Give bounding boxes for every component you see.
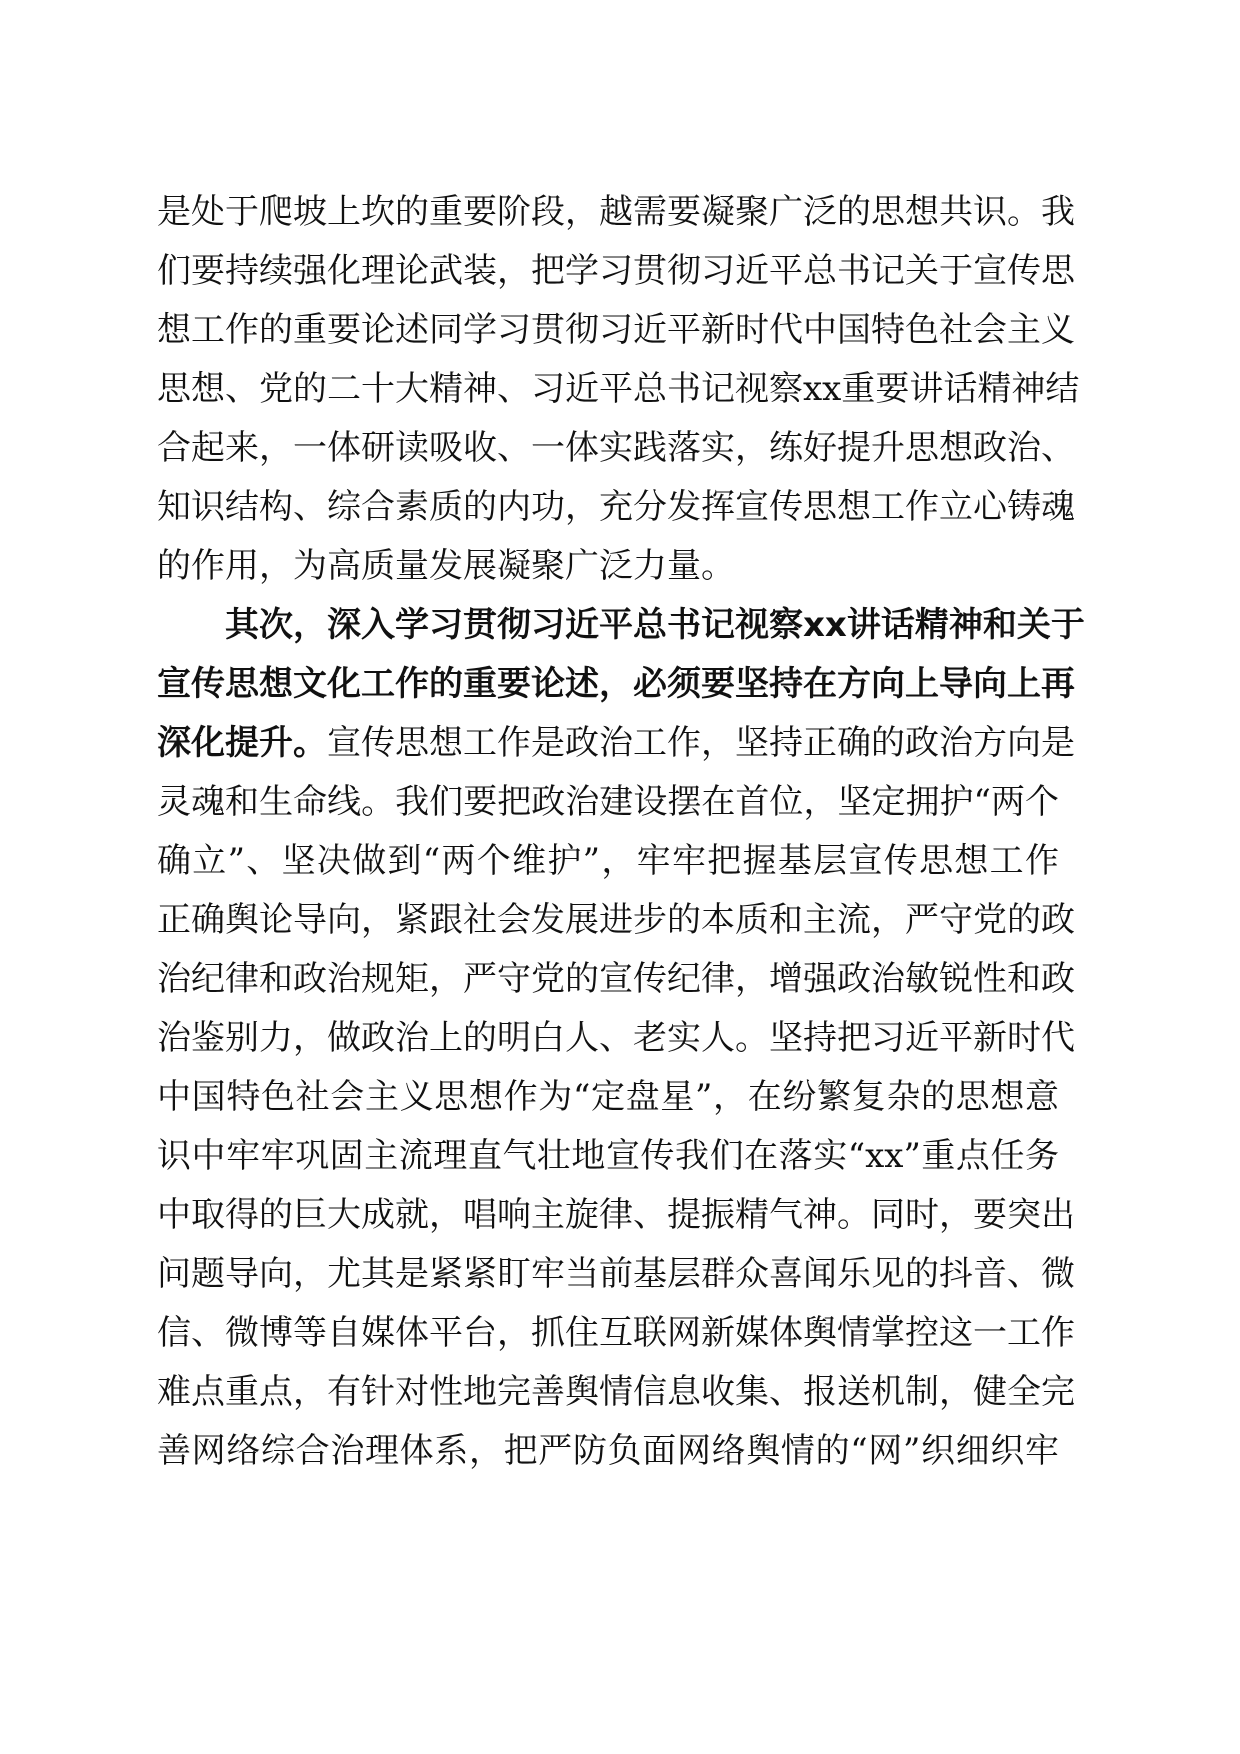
paragraph-2 xyxy=(157,596,1085,1481)
text-line: 治鉴别力，做政治上的明白人、老实人。坚持把习近平新时代 xyxy=(157,1018,1075,1058)
text-line: 正确舆论导向，紧跟社会发展进步的本质和主流，严守党的政 xyxy=(157,900,1075,940)
text-line: 合起来，一体研读吸收、一体实践落实，练好提升思想政治、 xyxy=(157,428,1075,468)
bold-heading-line: 其次，深入学习贯彻习近平总书记视察xx讲话精神和关于 xyxy=(225,605,1085,645)
text-line: 知识结构、综合素质的内功，充分发挥宣传思想工作立心铸魂 xyxy=(157,487,1075,527)
paragraph-1 xyxy=(157,183,1080,596)
text-line: 们要持续强化理论武装，把学习贯彻习近平总书记关于宣传思 xyxy=(157,251,1075,291)
text-line: 善网络综合治理体系，把严防负面网络舆情的“网”织细织牢 xyxy=(157,1431,1059,1471)
text-line: 灵魂和生命线。我们要把政治建设摆在首位，坚定拥护“两个 xyxy=(157,782,1059,822)
text-line: 难点重点，有针对性地完善舆情信息收集、报送机制，健全完 xyxy=(157,1372,1075,1412)
text-line: 确立”、坚决做到“两个维护”，牢牢把握基层宣传思想工作 xyxy=(157,841,1059,881)
text-line: 问题导向，尤其是紧紧盯牢当前基层群众喜闻乐见的抖音、微 xyxy=(157,1254,1075,1294)
text-line: 的作用，为高质量发展凝聚广泛力量。 xyxy=(157,546,735,586)
bold-heading-end: 深化提升。 xyxy=(157,723,327,763)
text-line: 信、微博等自媒体平台，抓住互联网新媒体舆情掌控这一工作 xyxy=(157,1313,1075,1353)
mixed-line xyxy=(157,714,1075,773)
text-line: 思想、党的二十大精神、习近平总书记视察xx重要讲话精神结 xyxy=(157,369,1080,409)
text-run: 宣传思想工作是政治工作，坚持正确的政治方向是 xyxy=(327,723,1075,763)
text-line: 识中牢牢巩固主流理直气壮地宣传我们在落实“xx”重点任务 xyxy=(157,1136,1059,1176)
text-line: 想工作的重要论述同学习贯彻习近平新时代中国特色社会主义 xyxy=(157,310,1075,350)
text-line: 中国特色社会主义思想作为“定盘星”，在纷繁复杂的思想意 xyxy=(157,1077,1059,1117)
text-line: 中取得的巨大成就，唱响主旋律、提振精气神。同时，要突出 xyxy=(157,1195,1075,1235)
bold-heading-line: 宣传思想文化工作的重要论述，必须要坚持在方向上导向上再 xyxy=(157,664,1075,704)
text-line: 治纪律和政治规矩，严守党的宣传纪律，增强政治敏锐性和政 xyxy=(157,959,1075,999)
body-text xyxy=(157,183,1085,1481)
text-line: 是处于爬坡上坎的重要阶段，越需要凝聚广泛的思想共识。我 xyxy=(157,192,1075,232)
